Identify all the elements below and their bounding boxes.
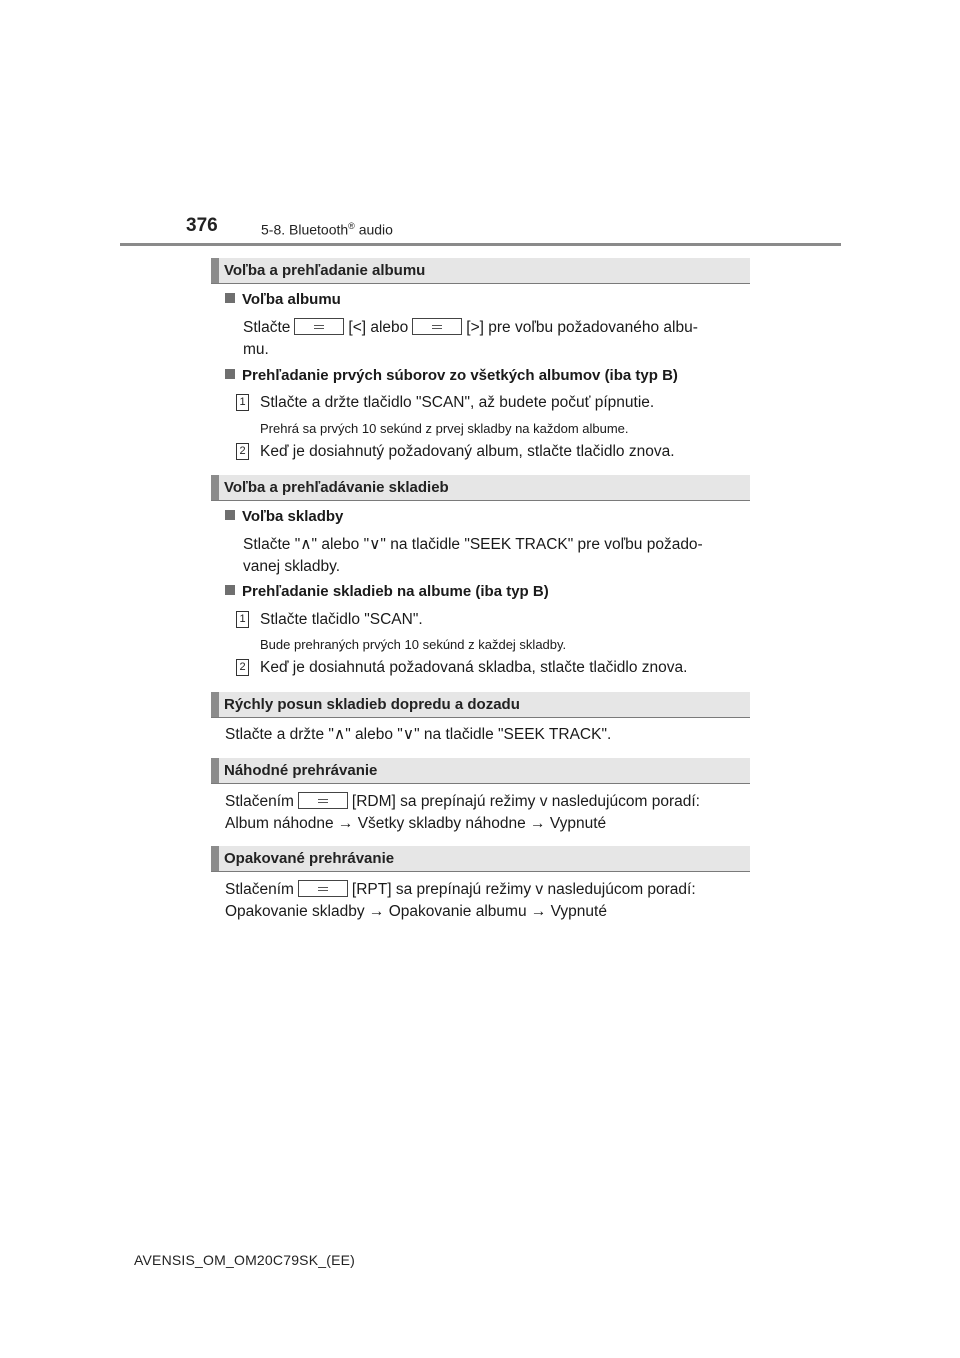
repeat-line2: Opakovanie skladby → Opakovanie albumu → Vypnuté <box>225 903 607 920</box>
section-header-fast <box>211 692 750 718</box>
subheading-text: Prehľadanie skladieb na albume (iba typ B) <box>242 583 549 600</box>
repeat-line1 <box>225 879 696 901</box>
step-number: 1 <box>236 611 249 628</box>
text-fragment: [<] alebo <box>348 319 409 336</box>
section-header-tracks <box>211 475 750 501</box>
section-bar <box>211 846 219 871</box>
section-title: Rýchly posun skladieb dopredu a dozadu <box>224 696 520 713</box>
album-select-line1 <box>243 317 698 339</box>
subheading-text: Voľba skladby <box>242 508 344 525</box>
chapter-prefix: 5-8. Bluetooth <box>261 221 349 238</box>
page-number: 376 <box>186 215 218 236</box>
subheading-scan-tracks <box>225 583 549 600</box>
text-fragment: Stlačením <box>225 793 294 810</box>
subheading-select-album <box>225 291 341 308</box>
text-fragment: Stlačte <box>243 319 291 336</box>
section-title: Voľba a prehľadanie albumu <box>224 262 426 279</box>
text-fragment: [RDM] sa prepínajú režimy v nasledujúcom poradí: <box>351 793 700 810</box>
step-number: 2 <box>236 659 249 676</box>
radio-button-icon <box>412 318 462 335</box>
radio-button-icon <box>298 792 348 809</box>
track-select-line1: Stlačte "∧" alebo "∨" na tlačidle "SEEK TRACK" pre voľbu požado- <box>243 536 703 553</box>
section-bar <box>211 475 219 500</box>
random-line1 <box>225 791 700 813</box>
text-fragment: [>] pre voľbu požadovaného albu- <box>466 319 698 336</box>
square-bullet-icon <box>225 293 235 303</box>
section-bar <box>211 258 219 283</box>
step-number: 1 <box>236 394 249 411</box>
subheading-text: Voľba albumu <box>242 291 341 308</box>
registered-mark: ® <box>348 221 355 231</box>
subheading-scan-albums <box>225 367 678 384</box>
section-bar <box>211 758 219 783</box>
section-header-repeat <box>211 846 750 872</box>
fast-text: Stlačte a držte "∧" alebo "∨" na tlačidle "SEEK TRACK". <box>225 726 612 743</box>
square-bullet-icon <box>225 585 235 595</box>
footer-code: AVENSIS_OM_OM20C79SK_(EE) <box>134 1252 356 1268</box>
text-fragment: [RPT] sa prepínajú režimy v nasledujúcom poradí: <box>351 881 696 898</box>
section-title: Náhodné prehrávanie <box>224 762 378 779</box>
chapter-title <box>261 221 393 238</box>
section-header-album <box>211 258 750 284</box>
section-title: Opakované prehrávanie <box>224 850 395 867</box>
step-note: Prehrá sa prvých 10 sekúnd z prvej skladby na každom albume. <box>260 421 629 436</box>
subheading-text: Prehľadanie prvých súborov zo všetkých albumov (iba typ B) <box>242 367 678 384</box>
text-fragment: Stlačením <box>225 881 294 898</box>
album-select-line2: mu. <box>243 341 269 358</box>
step-text: Stlačte a držte tlačidlo "SCAN", až budete počuť pípnutie. <box>260 394 655 411</box>
section-header-random <box>211 758 750 784</box>
radio-button-icon <box>298 880 348 897</box>
section-bar <box>211 692 219 717</box>
step-note: Bude prehraných prvých 10 sekúnd z každej skladby. <box>260 637 567 652</box>
header-rule <box>120 243 841 246</box>
radio-button-icon <box>294 318 344 335</box>
step-number: 2 <box>236 443 249 460</box>
square-bullet-icon <box>225 369 235 379</box>
random-line2: Album náhodne → Všetky skladby náhodne → Vypnuté <box>225 815 607 832</box>
square-bullet-icon <box>225 510 235 520</box>
step-text: Stlačte tlačidlo "SCAN". <box>260 611 423 628</box>
chapter-suffix: audio <box>354 221 393 238</box>
section-title: Voľba a prehľadávanie skladieb <box>224 479 449 496</box>
step-text: Keď je dosiahnutá požadovaná skladba, stlačte tlačidlo znova. <box>260 659 688 676</box>
step-text: Keď je dosiahnutý požadovaný album, stlačte tlačidlo znova. <box>260 443 675 460</box>
track-select-line2: vanej skladby. <box>243 558 341 575</box>
subheading-select-track <box>225 508 343 525</box>
